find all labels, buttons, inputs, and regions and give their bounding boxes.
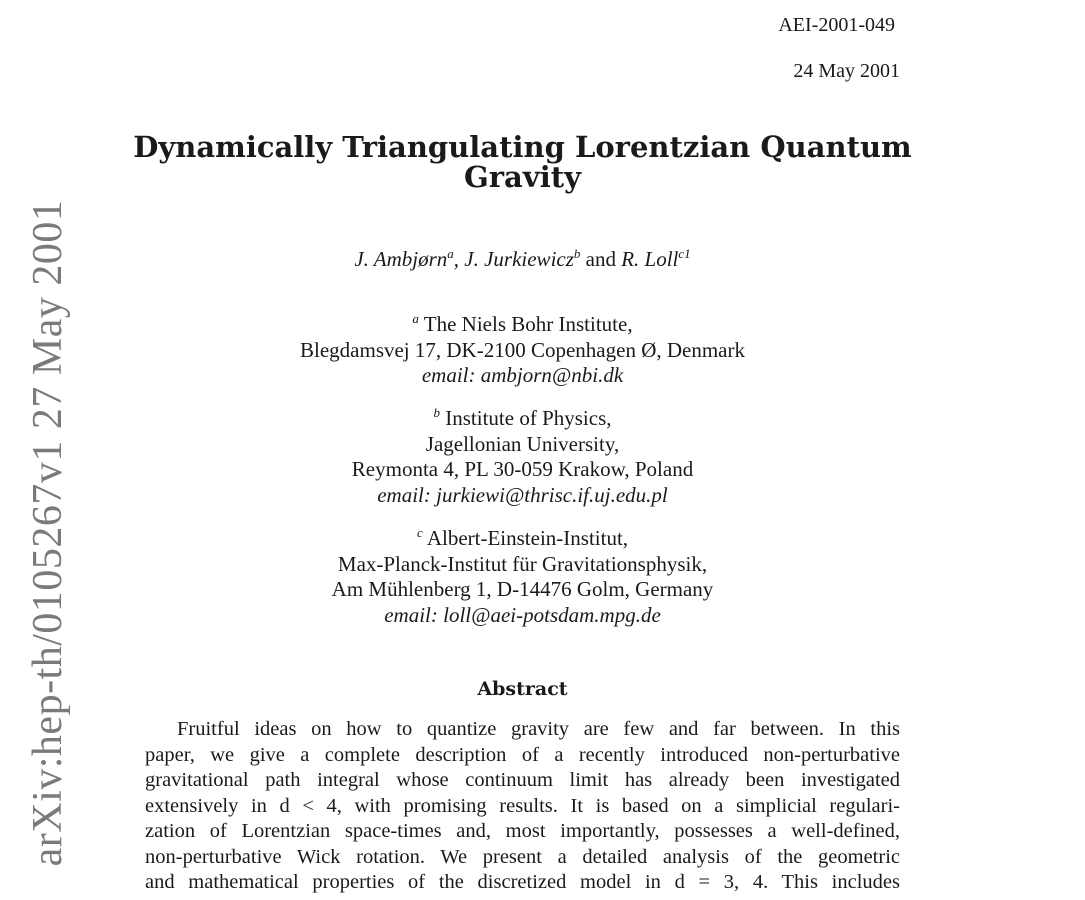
affiliation-line: Jagellonian University, — [425, 431, 620, 456]
author-separator: , — [453, 247, 465, 271]
paper-title-line-1: Dynamically Triangulating Lorentzian Quantum — [133, 130, 912, 164]
affiliation-a — [120, 306, 925, 389]
abstract-line: Fruitful ideas on how to quantize gravity are few and far between. In this — [177, 718, 900, 740]
abstract-heading: Abstract — [477, 678, 568, 700]
affiliation-email: email: jurkiewi@thrisc.if.uj.edu.pl — [377, 482, 668, 507]
affiliation-line: Institute of Physics, — [445, 406, 612, 430]
author-jurkiewicz-affiliation-mark: b — [573, 246, 581, 261]
author-list — [120, 246, 925, 272]
affiliation-email: email: loll@aei-potsdam.mpg.de — [384, 602, 661, 627]
abstract-line: gravitational path integral whose continuum limit has already been investigated — [145, 769, 900, 791]
abstract-body — [145, 717, 900, 896]
affiliation-line: Albert-Einstein-Institut, — [426, 526, 629, 550]
abstract-line: zation of Lorentzian space-times and, most importantly, possesses a well-defined, — [145, 820, 900, 842]
abstract-line: and mathematical properties of the discretized model in d = 3, 4. This includes — [145, 871, 900, 893]
author-separator: and — [580, 247, 622, 271]
report-number: AEI-2001-049 — [778, 14, 895, 36]
affiliation-mark: c — [416, 525, 423, 540]
abstract-line: extensively in d < 4, with promising results. It is based on a simplicial regulari- — [145, 794, 900, 817]
author-ambjorn: J. Ambjørn — [354, 247, 448, 271]
paper-title — [120, 132, 925, 192]
affiliation-mark: b — [433, 405, 440, 420]
abstract-line: non-perturbative Wick rotation. We present a detailed analysis of the geometric — [145, 845, 900, 868]
affiliation-line: Max-Planck-Institut für Gravitationsphysik, — [337, 551, 708, 576]
paper-title-line-2: Gravity — [464, 160, 581, 194]
arxiv-identifier-stamp: arXiv:hep-th/0105267v1 27 May 2001 — [25, 199, 71, 867]
affiliation-mark: a — [412, 311, 419, 326]
affiliation-line: Blegdamsvej 17, DK-2100 Copenhagen Ø, Denmark — [300, 337, 745, 362]
abstract-line: paper, we give a complete description of a recently introduced non-perturbative — [145, 743, 900, 766]
author-loll: R. Loll — [621, 247, 679, 271]
report-date: 24 May 2001 — [793, 60, 900, 82]
affiliation-b — [120, 400, 925, 508]
author-ambjorn-affiliation-mark: a — [447, 246, 454, 261]
author-jurkiewicz: J. Jurkiewicz — [464, 247, 574, 271]
affiliation-c — [120, 520, 925, 628]
affiliation-line: Am Mühlenberg 1, D-14476 Golm, Germany — [331, 577, 714, 601]
affiliation-line: The Niels Bohr Institute, — [423, 312, 633, 336]
author-loll-affiliation-mark: c1 — [678, 246, 691, 261]
affiliation-line: Reymonta 4, PL 30-059 Krakow, Poland — [351, 457, 694, 481]
affiliation-email: email: ambjorn@nbi.dk — [421, 363, 624, 387]
